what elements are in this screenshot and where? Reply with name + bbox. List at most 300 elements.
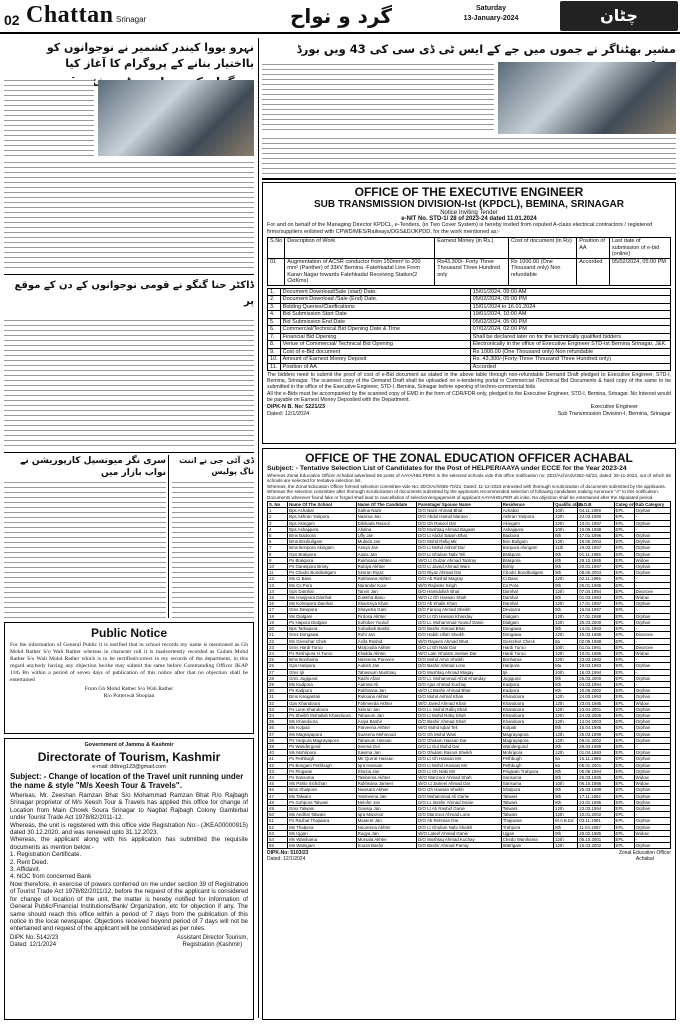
table-cell: Divorcee — [634, 632, 670, 638]
table-cell: M.A B.Ed — [554, 818, 578, 824]
table-cell: D/O Ab Rehman Dar — [417, 818, 502, 824]
table-cell: EPL — [614, 632, 634, 638]
table-cell: Bms Kangantali — [288, 694, 357, 700]
table-cell: Haripora — [501, 663, 553, 669]
table-cell: 05/02/2024, 05:00 PM — [609, 258, 670, 285]
table-cell: D/O Lt Abdul Salam Bhat — [417, 533, 502, 539]
table-cell: Ps Yaripora Magrayapora — [288, 737, 357, 743]
separator — [262, 178, 676, 180]
tender-notice-type: Notice Inviting Tender — [440, 210, 498, 216]
tender-intro: For and on behalf of the Managing Director KPDCL, e-Tenders, (in Two Cover System) is hereby invited from reputed A-class electrical contractors / registered firms/suppliers enlisted with CPWD/MES/Railways/DGS&D/JKPDD, for the work mentioned as:- — [267, 222, 653, 235]
table-cell: Simran Jan — [356, 706, 416, 712]
table-cell: Rubiya Akhter — [356, 564, 416, 570]
education-sign-1: Zonal Education Officer — [618, 850, 671, 857]
table-cell: 55 — [268, 843, 288, 849]
table-cell: EPL — [614, 750, 634, 756]
table-cell: 37 — [268, 731, 288, 737]
table-cell: D/O Mohd Amin Sheikh — [417, 657, 502, 663]
left-story-photo — [98, 80, 254, 156]
table-cell: 31 — [268, 694, 288, 700]
tender-sign-2: Sub Transmission Division-I, Bemina, Srinagar — [557, 410, 671, 417]
table-cell: Ps Kadpora — [288, 688, 357, 694]
table-cell: 8th — [554, 688, 578, 694]
table-cell: 24.03.1990 — [578, 514, 614, 520]
table-cell: Zulekha Bano — [356, 595, 416, 601]
table-cell: 02.08.1988 — [578, 638, 614, 644]
table-cell: 14 — [268, 588, 288, 594]
table-row — [268, 258, 671, 285]
table-cell: Ruksana Akhter — [356, 694, 416, 700]
table-cell: 12th — [554, 632, 578, 638]
table-cell: 12th — [554, 694, 578, 700]
table-cell: Orphan — [634, 712, 670, 718]
left-urdu-story-4 — [172, 455, 254, 477]
table-cell: Orphan — [634, 688, 670, 694]
table-cell: Ms Khandoora — [288, 719, 357, 725]
table-cell: EPL — [614, 570, 634, 576]
table-cell: Tabasum Hassan — [356, 737, 416, 743]
column-header: Sub Category — [634, 502, 670, 508]
table-cell: Ps Bongam Pethbugh — [288, 762, 357, 768]
table-cell: Ms Watrigam — [288, 843, 357, 849]
table-cell: - — [634, 526, 670, 532]
separator — [168, 455, 169, 618]
table-cell: 12 — [268, 576, 288, 582]
education-office: OFFICE OF THE ZONAL EDUCATION OFFICER ACHABAL — [305, 451, 633, 465]
table-cell: 03.11.1991 — [578, 818, 614, 824]
table-cell: Bps Achabal — [288, 508, 357, 514]
table-cell: Tasleema Akhter — [356, 774, 416, 780]
table-cell: 16.04.1997 — [578, 607, 614, 613]
table-cell: Ms Geerehar Chek — [288, 638, 357, 644]
table-cell: 8 — [268, 551, 288, 557]
table-cell: EPL — [614, 582, 634, 588]
table-cell: 9th — [554, 787, 578, 793]
table-cell: Jogigund — [501, 675, 553, 681]
table-cell: Talwani — [501, 793, 553, 799]
table-cell: Chodci Bondbaligam — [501, 570, 553, 576]
table-cell: 05/02/2024, 05:00 PM — [470, 296, 670, 304]
table-cell: Orphan — [634, 719, 670, 725]
table-cell: Shamziya Khan — [356, 601, 416, 607]
table-cell: 4 — [268, 526, 288, 532]
table-cell: EPL — [614, 508, 634, 514]
table-cell: 19/01/2024, 10:00 AM — [470, 311, 670, 319]
table-cell: D/O Riyaz Ahmad Dar — [417, 570, 502, 576]
left-urdu-story-3 — [4, 455, 166, 479]
table-cell: Chedo Wanihama — [501, 837, 553, 843]
table-cell: 9th — [554, 675, 578, 681]
table-row — [268, 318, 671, 326]
table-cell: 11 — [268, 570, 288, 576]
table-cell: 3 — [268, 520, 288, 526]
table-cell: Pingwan Trahpora — [501, 768, 553, 774]
table-cell: 12th — [554, 812, 578, 818]
table-cell: 10.03.1988 — [578, 632, 614, 638]
table-cell: Bid Submission End Date — [280, 318, 470, 326]
table-cell: D/O Lt Gul Mohd Dar — [417, 743, 502, 749]
column-header: D.O.B — [578, 502, 614, 508]
table-cell: Orphan — [634, 619, 670, 625]
table-cell: Iqra Hussain — [356, 762, 416, 768]
right-headline: مشیر بھٹناگر نے جموں میں جے کے ایس ٹی ڈی سی کی 43 ویں بورڈ — [296, 42, 676, 56]
table-cell: Ps Sansuma — [288, 774, 357, 780]
table-cell: 12th — [554, 650, 578, 656]
table-cell: 16.06.2004 — [578, 539, 614, 545]
table-cell: 12th — [554, 843, 578, 849]
tourism-dated: Dated: 12/1/2024 — [10, 941, 57, 948]
table-cell: 12th — [554, 712, 578, 718]
table-cell: Aubish Jan — [356, 663, 416, 669]
table-cell: Rashi Afzal — [356, 675, 416, 681]
table-cell: EPL — [614, 688, 634, 694]
table-cell: D/O Hamidullah Bhat — [417, 588, 502, 594]
table-cell: Ms Ci Bass — [288, 576, 357, 582]
table-cell: D/O Gh Rasool Dar — [417, 520, 502, 526]
table-cell: D/O Mohd Rafiq Mir — [417, 539, 502, 545]
table-cell: 51 — [268, 818, 288, 824]
public-notice-from: From Gh Mohd Rather S/o Wali Rather — [84, 686, 174, 692]
table-cell: Cs Pora — [501, 582, 553, 588]
table-cell: 9th — [554, 743, 578, 749]
table-cell: W/O Lt Gulzar Ahmad Tantray — [417, 557, 502, 563]
column-header: S. No — [268, 502, 288, 508]
table-cell: Fahmeeda Akhter — [356, 700, 416, 706]
table-cell: 25.03.2000 — [578, 619, 614, 625]
column-header: Cost of document (in Rs) — [508, 238, 576, 259]
table-cell: Amount of Earnest Money Deposit — [280, 356, 470, 364]
table-cell: - — [634, 743, 670, 749]
table-cell: D/O Ghulam Rasool Sheikh — [417, 750, 502, 756]
table-cell: Widow — [634, 774, 670, 780]
table-cell: 2. — [268, 296, 281, 304]
table-cell: Mubida Jan — [356, 539, 416, 545]
table-cell: EPL — [614, 824, 634, 830]
tender-schedule-table — [267, 288, 671, 372]
table-cell: Orphan — [634, 551, 670, 557]
table-cell: Bps Tarkapora — [288, 626, 357, 632]
table-cell: Seema Gul — [356, 743, 416, 749]
table-cell: D/O Bashir Ahmad Bhat — [417, 626, 502, 632]
table-cell: Watrigam — [501, 843, 553, 849]
table-cell: W/O Javed Ahmad Khan — [417, 700, 502, 706]
table-cell: Orphan — [634, 570, 670, 576]
table-cell: Akhran Yaripora — [501, 514, 553, 520]
table-cell: Mir Qurrat Hassan — [356, 756, 416, 762]
table-cell: Orphan — [634, 520, 670, 526]
tourism-footer — [10, 935, 248, 949]
table-cell: Orphan — [634, 737, 670, 743]
table-cell: 16.03.1994 — [578, 669, 614, 675]
table-cell: 40 — [268, 750, 288, 756]
table-cell: Hardi Turoo — [501, 650, 553, 656]
table-cell: 3. — [268, 303, 281, 311]
left-story-4-body — [172, 480, 254, 618]
tourism-dipk: DIPK No. 5142/23 — [10, 934, 59, 941]
table-cell: EPL — [614, 557, 634, 563]
table-cell: Cost of e-Bid document — [280, 348, 470, 356]
table-cell: Bms Bonpora Akingam — [288, 545, 357, 551]
table-cell: Pethbugh — [501, 762, 553, 768]
table-cell: 8a — [554, 756, 578, 762]
table-cell: Orphan — [634, 787, 670, 793]
table-cell: 44 — [268, 774, 288, 780]
table-cell: 36 — [268, 725, 288, 731]
edition-day: Saturday — [476, 5, 506, 12]
table-cell: Ms Thalpora — [288, 824, 357, 830]
table-cell: Widow — [634, 595, 670, 601]
left-story-2-body — [4, 318, 254, 448]
table-cell: D/O Lt Mohd Rafiq Shah — [417, 712, 502, 718]
table-cell: Position of AA — [280, 363, 470, 371]
table-cell: Asiya Bashir — [356, 719, 416, 725]
table-cell: Orphan — [634, 793, 670, 799]
tourism-gov: Government of Jammu & Kashmir — [84, 742, 174, 748]
table-cell: 8a — [554, 638, 578, 644]
table-cell: Orphan — [634, 805, 670, 811]
table-cell: Accorded — [577, 258, 610, 285]
table-cell: Suhaibah Bashir — [356, 626, 416, 632]
table-cell: Bms Bonbuligam — [288, 539, 357, 545]
table-cell: Khandoora — [501, 706, 553, 712]
table-cell: Bps Ashajipora — [288, 526, 357, 532]
table-cell: Gps Damhal — [288, 588, 357, 594]
section-title: گرد و نواح — [290, 4, 393, 28]
table-cell: Iqra Manzoor — [356, 812, 416, 818]
table-cell: Dongawa — [501, 626, 553, 632]
table-cell: Dongawa — [501, 632, 553, 638]
table-cell: D/O Mohammad Ali Ganie — [417, 793, 502, 799]
table-cell: Gms Dongawa — [288, 632, 357, 638]
table-cell: Ms Mohripora — [288, 750, 357, 756]
table-cell: 26 — [268, 663, 288, 669]
table-cell: Brakpora — [501, 551, 553, 557]
table-cell: EPL — [614, 539, 634, 545]
table-cell: Marjoodia Akhter — [356, 644, 416, 650]
table-cell: D/O Mushtaq Ahmad Bagwat — [417, 526, 502, 532]
table-cell: D/O Lt. Bashir Ahmad Ganie — [417, 799, 502, 805]
table-cell: D/O Lt. Mohd Rafiq Shah — [417, 706, 502, 712]
table-cell: Orphan — [634, 533, 670, 539]
table-cell: Orphan — [634, 539, 670, 545]
table-cell: D/O Farooq Ahmad Sheikh — [417, 607, 502, 613]
table-cell: Orphan — [634, 663, 670, 669]
table-cell: D/O Ghulam Hassan Dar — [417, 737, 502, 743]
column-header: Description of Work — [285, 238, 435, 259]
table-cell: 28.04.1989 — [578, 743, 614, 749]
table-cell: Ms Andhal Talwani — [288, 812, 357, 818]
table-cell: 17.01.1996 — [578, 533, 614, 539]
table-cell: 9th — [554, 564, 578, 570]
table-cell: 15/01/2024, 09:00 AM — [470, 288, 670, 296]
table-cell: Nelofer Jan — [356, 799, 416, 805]
table-cell: EPL — [614, 737, 634, 743]
table-cell: Ms Dialgam — [288, 613, 357, 619]
table-cell: 11. — [268, 363, 281, 371]
table-cell: 02.11.1996 — [578, 576, 614, 582]
tourism-doc-item: 4. NOC from concerned Bank — [10, 873, 92, 881]
table-cell: 10.01.2002 — [578, 812, 614, 818]
tender-sign-1: Executive Engineer — [590, 404, 638, 411]
table-cell: 12th — [554, 700, 578, 706]
tender-enit: e-NIT No. STD-1/ 28 of 2023-24 dated 11.01.2024 — [401, 216, 537, 222]
table-cell: 25 — [268, 657, 288, 663]
table-cell: 10th — [554, 508, 578, 514]
table-cell: D/O Lt. Mohammad Afzal Khanday — [417, 675, 502, 681]
table-cell: 12th — [554, 588, 578, 594]
table-cell: D/O Mushtaq Ahmad Wagay — [417, 669, 502, 675]
table-cell: W/O Late Ghulam Jeelani Dar — [417, 650, 502, 656]
table-cell: Orphan — [634, 762, 670, 768]
table-cell: 54 — [268, 837, 288, 843]
table-cell: Bidding Queries/Clarifications — [280, 303, 470, 311]
table-cell: 15 — [268, 595, 288, 601]
table-cell: 14.04.2003 — [578, 719, 614, 725]
table-cell: 10 — [268, 564, 288, 570]
table-cell: 12th — [554, 601, 578, 607]
table-cell: EPL — [614, 514, 634, 520]
tourism-para-1: Whereas, Mr. Zeeshan Ramzan Bhat S/o Mohammad Ramzan Bhat R/o Rajbagh Srinagar proprietor of M/s Xeesh Tour & Travels has applied this office for change of Location from Main Chowk Soura Srinagar to Nagbal Rajbagh Colony Gambirbal under Tourist Trade Act 1978/82/2011-12. — [10, 792, 248, 822]
table-cell: EPL — [614, 843, 634, 849]
table-cell: Rukhsana Jan — [356, 688, 416, 694]
table-cell: 06.10.1986 — [578, 781, 614, 787]
table-cell: EPL — [614, 650, 634, 656]
table-cell: Dilshada Rasool — [356, 520, 416, 526]
table-cell: Bonhama — [501, 657, 553, 663]
table-cell: 10.05.2002 — [578, 688, 614, 694]
education-subject: Subject: - Tentative Selection List of Candidates for the Post of HELPER/AAYA under ECCE for the Year 2023-24 — [267, 465, 627, 472]
education-para-3: Whereas the selection committee after thorough scrutinization of documents submitted by the applicants recommended selection of following candidates making Annexure "A" to this notification. — [267, 489, 659, 495]
table-cell: 12th — [554, 805, 578, 811]
table-cell: 15.03.2002 — [578, 843, 614, 849]
table-cell: EPL — [614, 638, 634, 644]
table-cell: - — [634, 657, 670, 663]
table-cell: Orphan — [634, 799, 670, 805]
table-cell: Akingam — [501, 520, 553, 526]
table-cell: Orphan — [634, 675, 670, 681]
table-cell: Accorded — [470, 363, 670, 371]
table-cell: 5 — [268, 533, 288, 539]
table-cell: Damhal — [501, 601, 553, 607]
table-cell: 23.03.1993 — [578, 657, 614, 663]
table-row — [268, 288, 671, 296]
tourism-doc-item: 1. Registration Certificate. — [10, 851, 82, 859]
table-cell: 6 — [268, 539, 288, 545]
table-cell: Rs 1000.00 (One Thousand only) Non refundable — [508, 258, 576, 285]
table-cell: Aseya Jan — [356, 545, 416, 551]
table-cell: Nazeema Parveen — [356, 657, 416, 663]
table-cell: Gms Hardi Turoo — [288, 644, 357, 650]
table-cell: 20 — [268, 626, 288, 632]
table-cell: EPL — [614, 576, 634, 582]
table-cell: Gms Ijri — [288, 669, 357, 675]
table-cell: 8th — [554, 533, 578, 539]
table-cell: 25.03.2000 — [578, 675, 614, 681]
table-cell: 42 — [268, 762, 288, 768]
table-cell: 48 — [268, 799, 288, 805]
table-cell: 20.01.1985 — [578, 582, 614, 588]
tender-footer-text-2: All the e-Bids must be accompanied by the scanned copy of EMD in the form of CDR/FDR only, pledged to the Executive Engineer, STD-I, Bemina, Srinagar. No Interest would be payable on Earnest Money Deposited with the Department. — [267, 390, 671, 403]
table-cell: 9th — [554, 570, 578, 576]
table-cell: 7 — [268, 545, 288, 551]
column-header: Residence — [501, 502, 553, 508]
table-cell: Thajiwara — [501, 818, 553, 824]
tender-notice — [262, 182, 676, 444]
left-headline-5: سری نگر میونسپل کارپوریشن نے نواب بازار میں — [20, 456, 166, 478]
table-cell: 10th — [554, 526, 578, 532]
table-cell: 12th — [554, 706, 578, 712]
table-row — [268, 341, 671, 349]
table-cell: 10th — [554, 781, 578, 787]
table-cell: Bps Akhran Yaripora — [288, 514, 357, 520]
table-cell: 46 — [268, 787, 288, 793]
tender-dipk: DIPK-N B. No: 5221/23 — [267, 404, 326, 411]
table-cell: 8th — [554, 768, 578, 774]
table-cell: Orphan — [634, 725, 670, 731]
table-cell: 8th — [554, 799, 578, 805]
table-cell: Widow — [634, 650, 670, 656]
public-notice-place: R/o Potterwal Shopian — [103, 693, 155, 699]
education-para-4: Documents wherever found fake or forged shall lead to cancellation of selection/engagement of applicant AAYA/HELPER ab initio. No objection shall be entertained after the stipulated period. — [267, 494, 654, 500]
education-sign-2: Achabal — [635, 856, 654, 863]
table-cell: Sansuma — [501, 774, 553, 780]
table-cell: D/O Ab Khalik Khan — [417, 601, 502, 607]
table-cell: - — [634, 576, 670, 582]
table-cell: Ms Talwani — [288, 793, 357, 799]
table-cell: 9th — [554, 793, 578, 799]
table-cell: EPL — [614, 787, 634, 793]
table-row — [268, 333, 671, 341]
table-cell: Shazia Jan — [356, 768, 416, 774]
table-cell: Ms Hanjipora Damhal — [288, 595, 357, 601]
table-cell: Widow — [634, 700, 670, 706]
table-cell: Rukhsana Akhter — [356, 557, 416, 563]
table-cell: W/O Lateef Ahmad Ganie — [417, 830, 502, 836]
table-cell: Electronically in the office of Executive Engineer STD-Ist Bemina Srinagar, J&K. — [470, 341, 670, 349]
table-cell: Ps Pethbugh — [288, 756, 357, 762]
table-cell: Ulfy Jan — [356, 533, 416, 539]
table-cell: D/O Lt Gh Nabi Dar — [417, 644, 502, 650]
table-cell: Orphan — [634, 564, 670, 570]
table-cell: Orphan — [634, 750, 670, 756]
table-cell: Wandergund — [501, 743, 553, 749]
table-cell: EPL — [614, 601, 634, 607]
table-cell: Bms Badoora — [288, 533, 357, 539]
table-cell: 9. — [268, 348, 281, 356]
table-cell: 01 — [268, 258, 285, 285]
tourism-para-4: Now therefore, in exercise of powers conferred on me under section 39 of Registration of Tourist Trade Act 1978/82/2011/12, before the request of the applicant is considered for change of location of the unit, the matter is hereby notified for information of General Public/Financial Institutions/Bank/ Organization, etc for objection if any. The same should reach this office within a period of 7 days from the publication of this notice in the local newspaper. Objections received beyond period of 7 days will not be entertained and request of the applicant will be considered as per rules. — [10, 880, 248, 933]
table-cell: Khandoora — [501, 712, 553, 718]
table-cell: - — [634, 582, 670, 588]
table-cell: 8th — [554, 774, 578, 780]
table-cell: Ms Ujgan — [288, 830, 357, 836]
table-cell: Ashajipora — [501, 526, 553, 532]
tourism-email: e-mail: ddtreg123@gmail.com — [92, 764, 166, 770]
table-cell: 09.01.2002 — [578, 737, 614, 743]
table-cell: 38 — [268, 737, 288, 743]
table-cell: Bps Akingam — [288, 520, 357, 526]
table-cell: Mohripora — [501, 750, 553, 756]
table-cell: Khandoora — [501, 694, 553, 700]
table-cell: Bms Shalpora — [288, 787, 357, 793]
table-cell: Gps Haripora — [288, 663, 357, 669]
table-cell: EPL — [614, 719, 634, 725]
table-cell: EPL — [614, 681, 634, 687]
table-cell: EPL — [614, 756, 634, 762]
table-cell: 23.04.1985 — [578, 700, 614, 706]
table-cell: Talwani — [501, 812, 553, 818]
table-cell: Shall be declared later on for the technically qualified bidders — [470, 333, 670, 341]
